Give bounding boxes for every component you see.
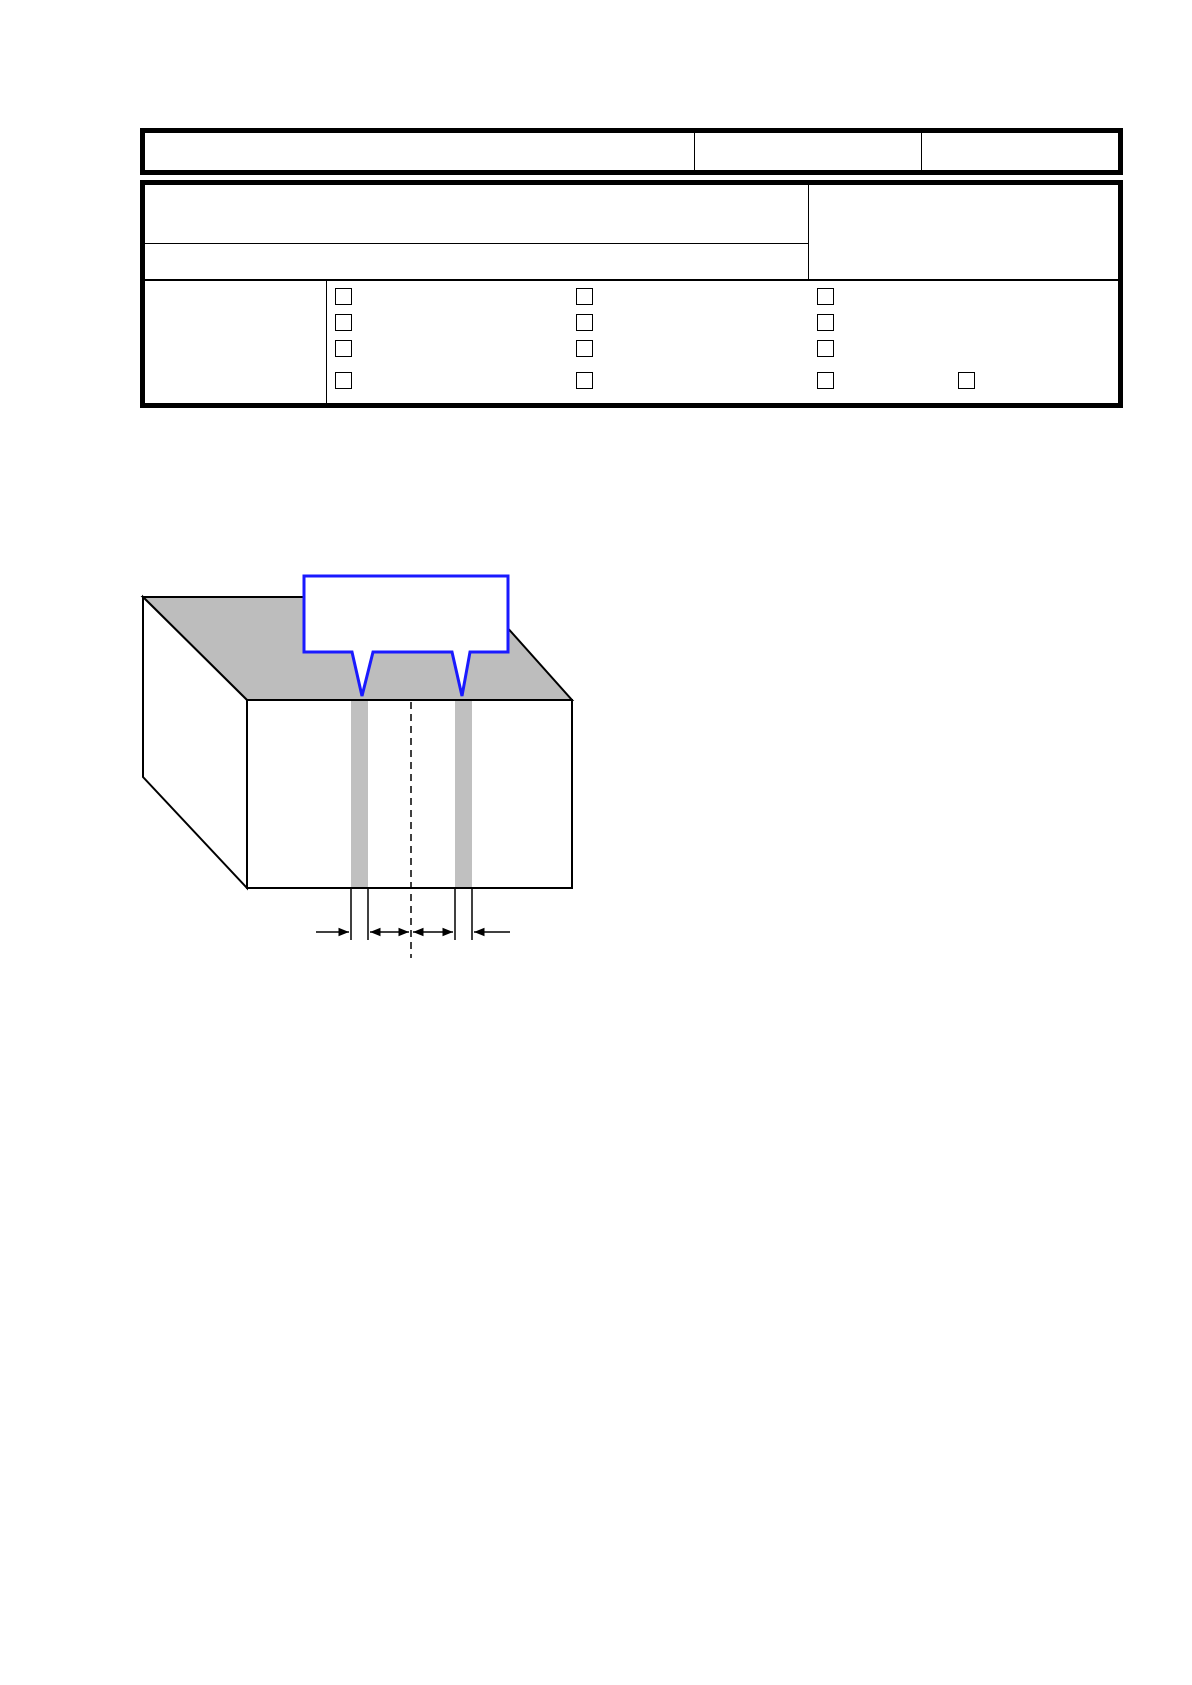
stripe-left <box>351 701 368 887</box>
stripe-right <box>455 701 472 887</box>
box-front-face <box>247 700 572 888</box>
